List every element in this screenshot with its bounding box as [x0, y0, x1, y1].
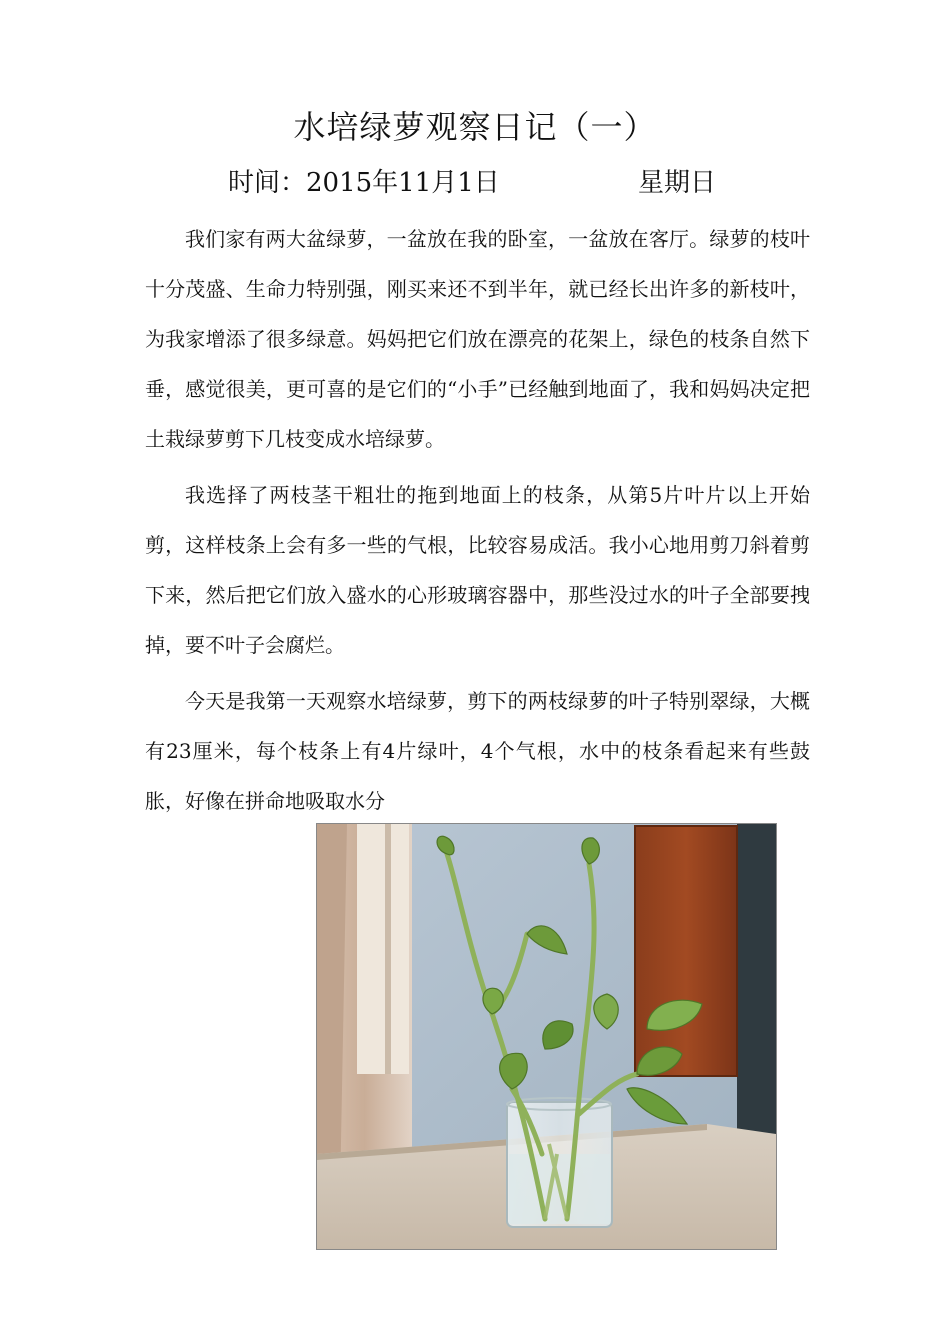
pothos-photo — [316, 823, 777, 1250]
paragraph-3: 今天是我第一天观察水培绿萝，剪下的两枝绿萝的叶子特别翠绿，大概有23厘米，每个枝条上有4片绿叶，4个气根，水中的枝条看起来有些鼓胀，好像在拼命地吸取水分 — [145, 689, 810, 813]
diary-title: 水培绿萝观察日记（一） — [293, 108, 657, 146]
diary-body — [145, 214, 810, 832]
paragraph-1: 我们家有两大盆绿萝，一盆放在我的卧室，一盆放在客厅。绿萝的枝叶十分茂盛、生命力特别强，刚买来还不到半年，就已经长出许多的新枝叶，为我家增添了很多绿意。妈妈把它们放在漂亮的花架上，绿色的枝条自然下垂，感觉很美，更可喜的是它们的“小手”已经触到地面了，我和妈妈决定把土栽绿萝剪下几枝变成水培绿萝。 — [145, 227, 810, 451]
paragraph-2: 我选择了两枝茎干粗壮的拖到地面上的枝条，从第5片叶片以上开始剪，这样枝条上会有多一些的气根，比较容易成活。我小心地用剪刀斜着剪下来，然后把它们放入盛水的心形玻璃容器中，那些没过水的叶子全部要拽掉，要不叶子会腐烂。 — [145, 483, 810, 657]
diary-date: 时间：2015年11月1日 — [228, 168, 500, 198]
diary-weekday: 星期日 — [638, 168, 717, 198]
